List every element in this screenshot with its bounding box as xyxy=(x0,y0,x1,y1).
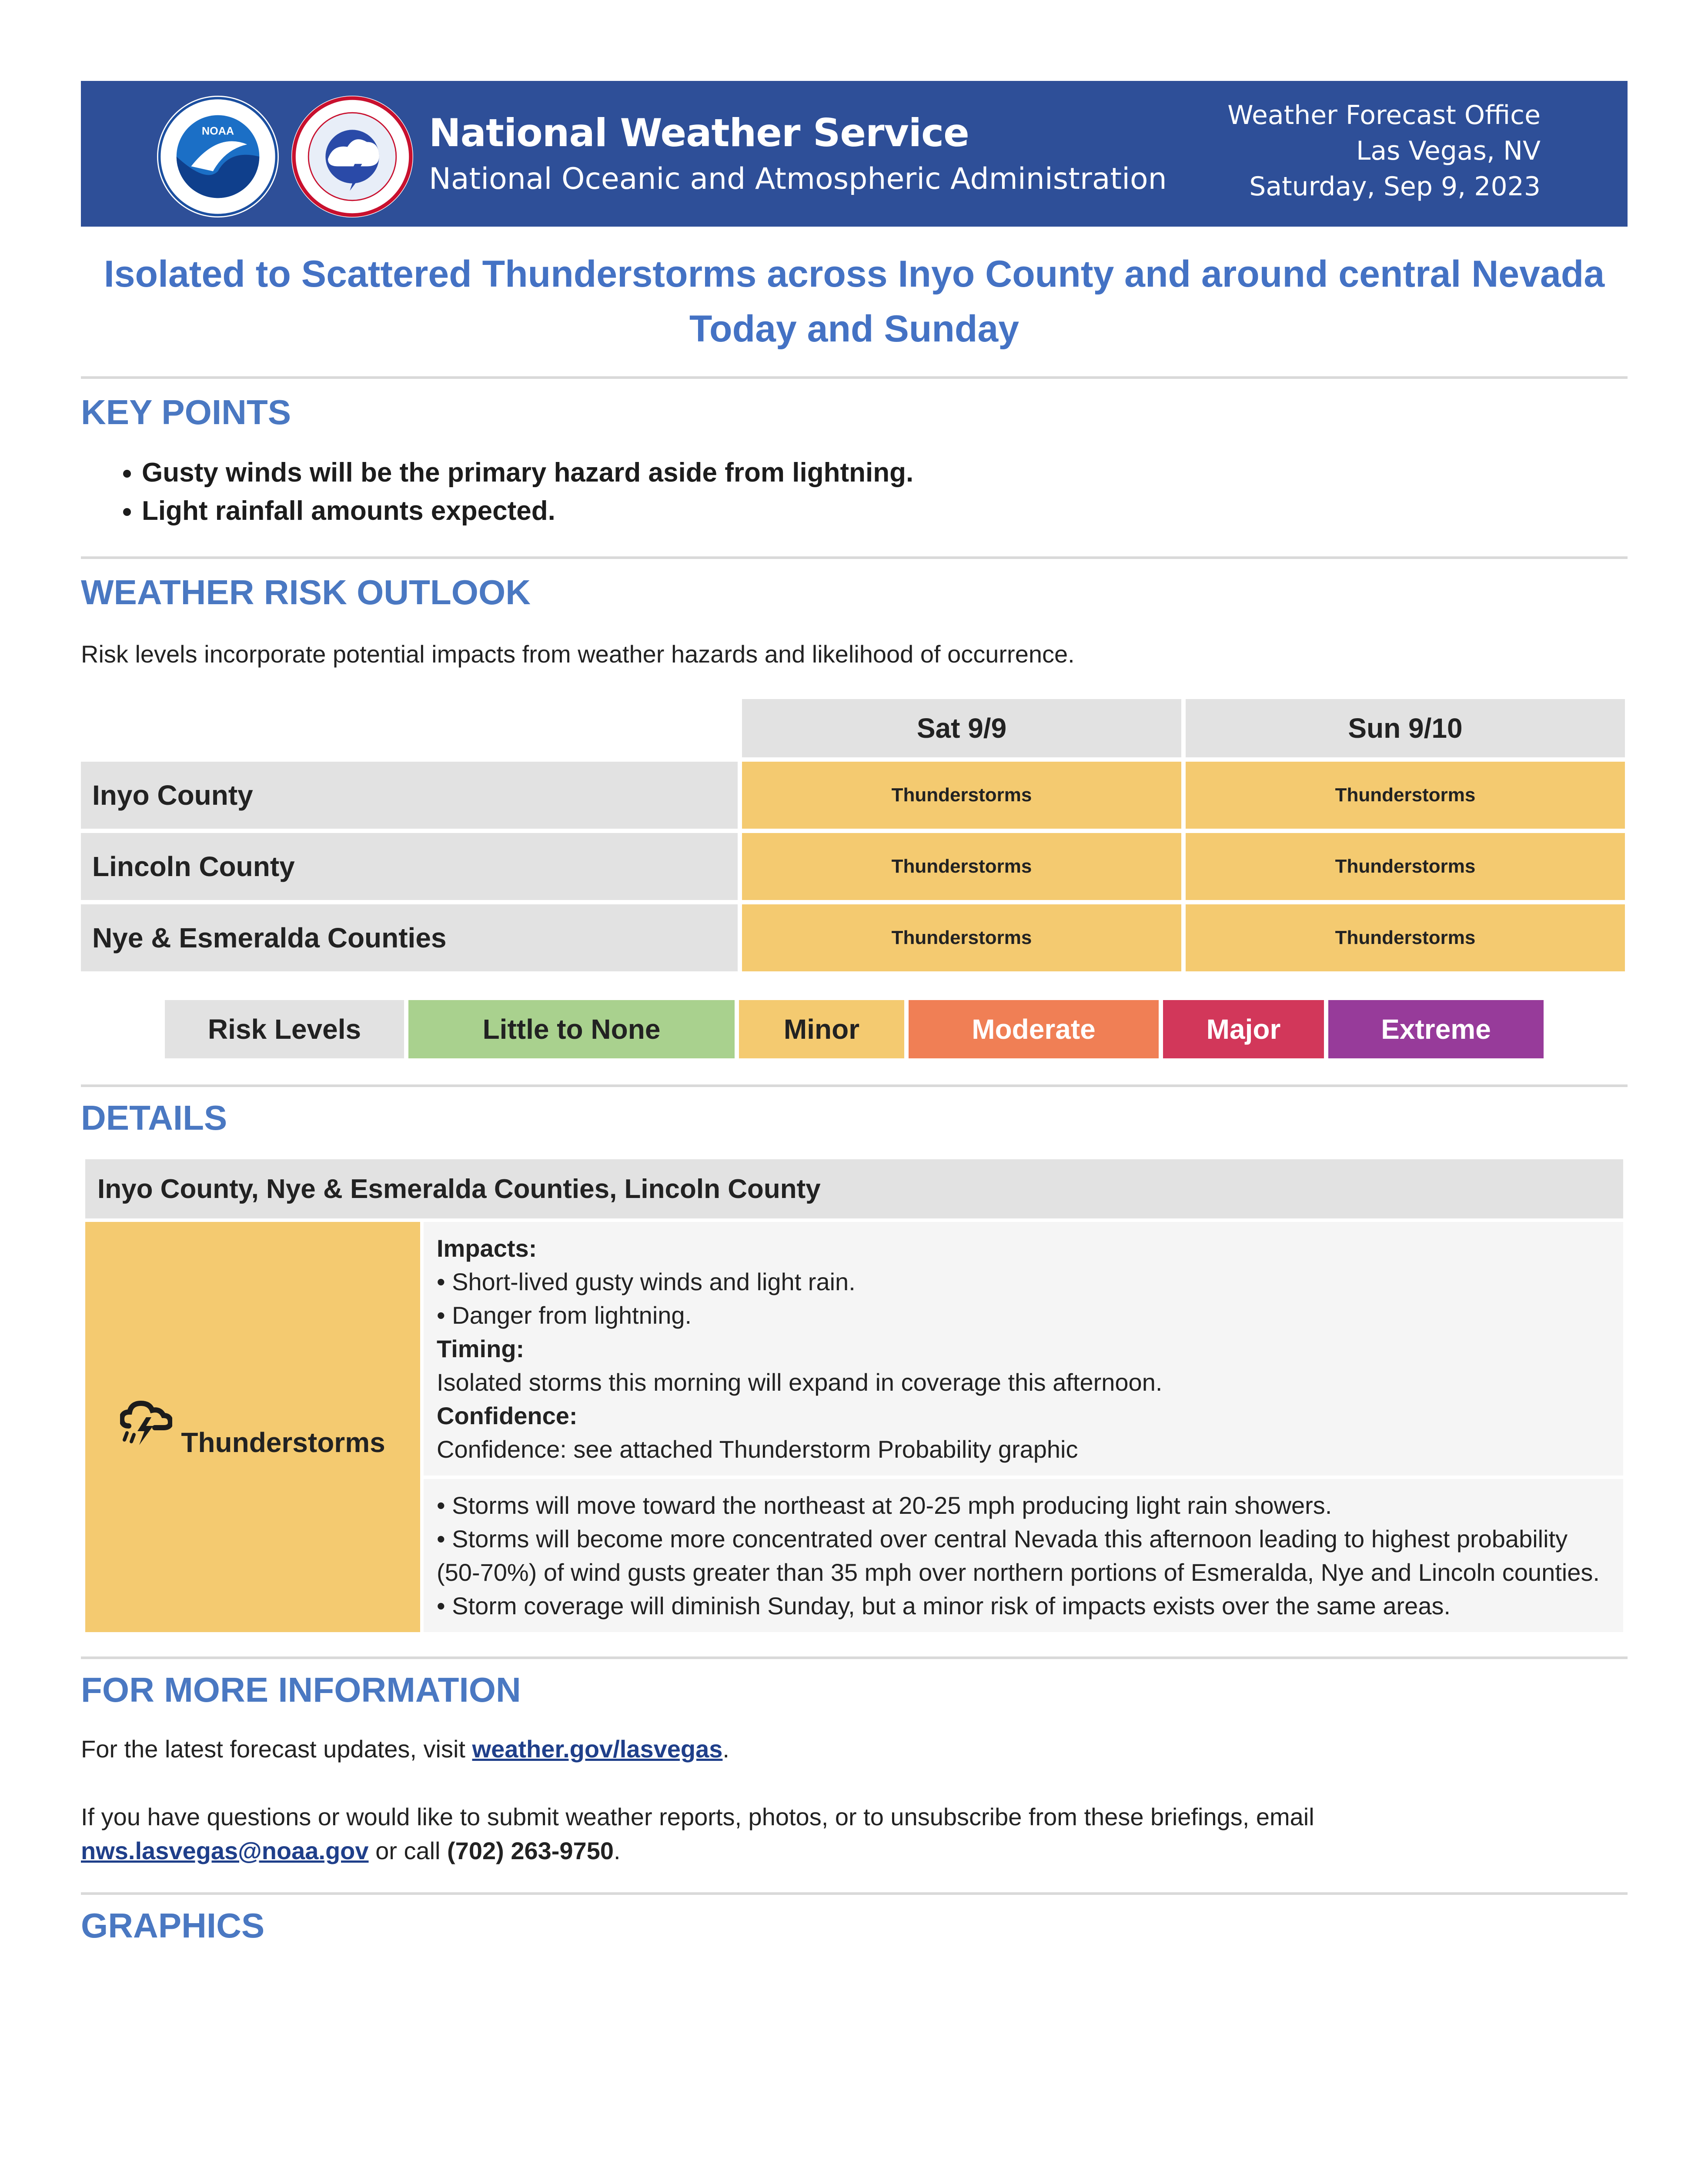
key-points-list xyxy=(81,454,1628,530)
divider xyxy=(81,376,1628,379)
risk-cell: Thunderstorms xyxy=(1186,904,1625,971)
briefing-page xyxy=(81,81,1628,1950)
divider xyxy=(81,556,1628,559)
office-info xyxy=(1227,97,1541,204)
text-span: For the latest forecast updates, visit xyxy=(81,1735,472,1763)
risk-cell: Thunderstorms xyxy=(742,762,1181,829)
svg-text:NOAA: NOAA xyxy=(201,125,234,137)
notes-box xyxy=(424,1479,1623,1632)
risk-cell: Thunderstorms xyxy=(1186,762,1625,829)
text-span: or call xyxy=(368,1837,448,1864)
briefing-date: Saturday, Sep 9, 2023 xyxy=(1249,171,1541,202)
office-name: Weather Forecast Office xyxy=(1227,100,1541,130)
impact-item: • Short-lived gusty winds and light rain. xyxy=(437,1268,856,1295)
impacts-label: Impacts: xyxy=(437,1235,537,1262)
day-header: Sat 9/9 xyxy=(742,699,1181,757)
note-item: • Storms will become more concentrated over central Nevada this afternoon leading to highest probability (50-70%) of wind gusts greater than 35 mph over northern portions of Esmeralda, Nye and Lincoln counties. xyxy=(437,1525,1600,1586)
more-info-title: FOR MORE INFORMATION xyxy=(81,1670,521,1709)
website-link[interactable]: weather.gov/lasvegas xyxy=(472,1735,723,1763)
divider xyxy=(81,1892,1628,1895)
day-header: Sun 9/10 xyxy=(1186,699,1625,757)
risk-row xyxy=(81,904,1625,971)
risk-cell: Thunderstorms xyxy=(1186,833,1625,900)
area-name: Inyo County xyxy=(81,762,738,829)
nws-logo xyxy=(291,96,413,218)
noaa-logo xyxy=(157,96,279,218)
divider xyxy=(81,1084,1628,1087)
key-point-item: • Gusty winds will be the primary hazard aside from lightning. xyxy=(142,454,1628,492)
risk-description: Risk levels incorporate potential impacts from weather hazards and likelihood of occurrence. xyxy=(81,640,1075,668)
legend-extreme: Extreme xyxy=(1328,1000,1544,1058)
phone-number: (702) 263-9750 xyxy=(447,1837,614,1864)
hazard-name: Thunderstorms xyxy=(181,1426,385,1458)
details-body xyxy=(85,1222,1623,1632)
legend-little-to-none: Little to None xyxy=(408,1000,735,1058)
text-span: If you have questions or would like to submit weather reports, photos, or to unsubscribe from these briefings, email xyxy=(81,1803,1314,1830)
more-info-line2 xyxy=(81,1800,1628,1868)
note-item: • Storm coverage will diminish Sunday, but a minor risk of impacts exists over the same areas. xyxy=(437,1592,1451,1620)
key-point-item: • Light rainfall amounts expected. xyxy=(142,492,1628,530)
thunderstorm-icon xyxy=(120,1400,172,1454)
org-subtitle: National Oceanic and Atmospheric Administration xyxy=(429,162,1167,196)
risk-outlook-title: WEATHER RISK OUTLOOK xyxy=(81,573,531,612)
area-name: Nye & Esmeralda Counties xyxy=(81,904,738,971)
legend-moderate: Moderate xyxy=(909,1000,1159,1058)
risk-row xyxy=(81,762,1625,829)
more-info-line1 xyxy=(81,1732,1628,1766)
text-span: . xyxy=(722,1735,729,1763)
confidence-text: Confidence: see attached Thunderstorm Probability graphic xyxy=(437,1436,1078,1463)
details-text xyxy=(424,1222,1623,1632)
divider xyxy=(81,1656,1628,1659)
text-span: . xyxy=(613,1837,621,1864)
timing-text: Isolated storms this morning will expand in coverage this afternoon. xyxy=(437,1369,1163,1396)
impacts-box xyxy=(424,1222,1623,1476)
note-item: • Storms will move toward the northeast at 20-25 mph producing light rain showers. xyxy=(437,1492,1332,1519)
header-banner xyxy=(81,81,1628,227)
risk-cell: Thunderstorms xyxy=(742,904,1181,971)
headline-line2: Today and Sunday xyxy=(689,308,1019,350)
headline xyxy=(81,247,1628,356)
timing-label: Timing: xyxy=(437,1335,525,1362)
legend-minor: Minor xyxy=(739,1000,904,1058)
empty-corner xyxy=(81,699,738,757)
risk-cell: Thunderstorms xyxy=(742,833,1181,900)
area-name: Lincoln County xyxy=(81,833,738,900)
legend-label: Risk Levels xyxy=(165,1000,404,1058)
org-name: National Weather Service xyxy=(429,110,969,155)
headline-line1: Isolated to Scattered Thunderstorms across Inyo County and around central Nevada xyxy=(104,253,1605,295)
confidence-label: Confidence: xyxy=(437,1402,578,1429)
risk-row xyxy=(81,833,1625,900)
risk-legend xyxy=(81,1000,1628,1058)
office-location: Las Vegas, NV xyxy=(1356,136,1541,166)
email-link[interactable]: nws.lasvegas@noaa.gov xyxy=(81,1837,369,1864)
graphics-title: GRAPHICS xyxy=(81,1906,265,1945)
impact-item: • Danger from lightning. xyxy=(437,1302,692,1329)
risk-table-header xyxy=(81,699,1625,757)
details-areas: Inyo County, Nye & Esmeralda Counties, Lincoln County xyxy=(85,1159,1623,1218)
legend-major: Major xyxy=(1163,1000,1324,1058)
key-points-title: KEY POINTS xyxy=(81,393,291,432)
risk-table xyxy=(77,695,1629,976)
hazard-cell xyxy=(85,1222,420,1632)
details-title: DETAILS xyxy=(81,1098,227,1137)
